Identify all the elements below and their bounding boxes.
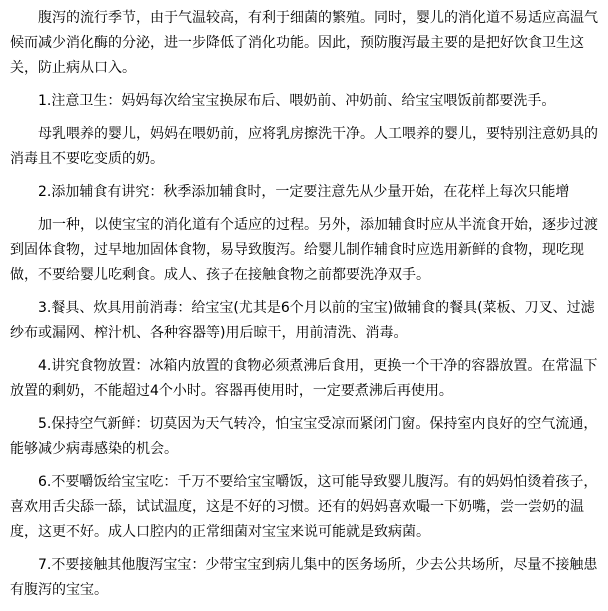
- text-line: 有腹泻的宝宝。: [10, 582, 108, 598]
- paragraph: [10, 89, 606, 114]
- text-line: 腹泻的流行季节，由于气温较高，有利于细菌的繁殖。同时，婴儿的消化道不易适应高温气: [38, 10, 598, 26]
- paragraph: [10, 553, 606, 603]
- text-line: 关，防止病从口入。: [10, 60, 136, 76]
- text-line: 纱布或漏网、榨汁机、各种容器等)用后晾干，用前清洗、消毒。: [10, 325, 408, 341]
- text-line: 到固体食物，过早地加固体食物，易导致腹泻。给婴儿制作辅食时应选用新鲜的食物，现吃现: [10, 242, 584, 258]
- text-line: 加一种，以使宝宝的消化道有个适应的过程。另外，添加辅食时应从半流食开始，逐步过渡: [38, 217, 598, 233]
- paragraph: [10, 213, 606, 288]
- text-line: 2.添加辅食有讲究：秋季添加辅食时，一定要注意先从少量开始，在花样上每次只能增: [38, 184, 570, 200]
- text-line: 3.餐具、炊具用前消毒：给宝宝(尤其是6个月以前的宝宝)做辅食的餐具(菜板、刀叉、过滤: [38, 300, 595, 316]
- text-line: 消毒且不要吃变质的奶。: [10, 151, 164, 167]
- text-line: 4.讲究食物放置：冰箱内放置的食物必须煮沸后食用，更换一个干净的容器放置。在常温下: [38, 358, 598, 374]
- paragraph: [10, 180, 606, 205]
- paragraph: [10, 354, 606, 404]
- paragraph: [10, 122, 606, 172]
- text-line: 喜欢用舌尖舔一舔，试试温度，这是不好的习惯。还有的妈妈喜欢嘬一下奶嘴，尝一尝奶的温: [10, 499, 584, 515]
- article-body: [10, 6, 606, 611]
- text-line: 放置的剩奶，不能超过4个小时。容器再使用时，一定要煮沸后再使用。: [10, 383, 453, 399]
- text-line: 5.保持空气新鲜：切莫因为天气转冷，怕宝宝受凉而紧闭门窗。保持室内良好的空气流通，: [38, 416, 598, 432]
- text-line: 度，这更不好。成人口腔内的正常细菌对宝宝来说可能就是致病菌。: [10, 524, 430, 540]
- paragraph: [10, 296, 606, 346]
- text-line: 候而减少消化酶的分泌，进一步降低了消化功能。因此，预防腹泻最主要的是把好饮食卫生这: [10, 35, 584, 51]
- text-line: 7.不要接触其他腹泻宝宝：少带宝宝到病儿集中的医务场所，少去公共场所，尽量不接触患: [38, 557, 598, 573]
- text-line: 1.注意卫生：妈妈每次给宝宝换尿布后、喂奶前、冲奶前、给宝宝喂饭前都要洗手。: [38, 93, 556, 109]
- text-line: 能够减少病毒感染的机会。: [10, 441, 178, 457]
- text-line: 做，不要给婴儿吃剩食。成人、孩子在接触食物之前都要洗净双手。: [10, 267, 430, 283]
- text-line: 母乳喂养的婴儿，妈妈在喂奶前，应将乳房擦洗干净。人工喂养的婴儿，要特别注意奶具的: [38, 126, 598, 142]
- text-line: 6.不要嚼饭给宝宝吃：千万不要给宝宝嚼饭，这可能导致婴儿腹泻。有的妈妈怕烫着孩子，: [38, 474, 598, 490]
- paragraph: [10, 412, 606, 462]
- paragraph: [10, 470, 606, 545]
- paragraph: [10, 6, 606, 81]
